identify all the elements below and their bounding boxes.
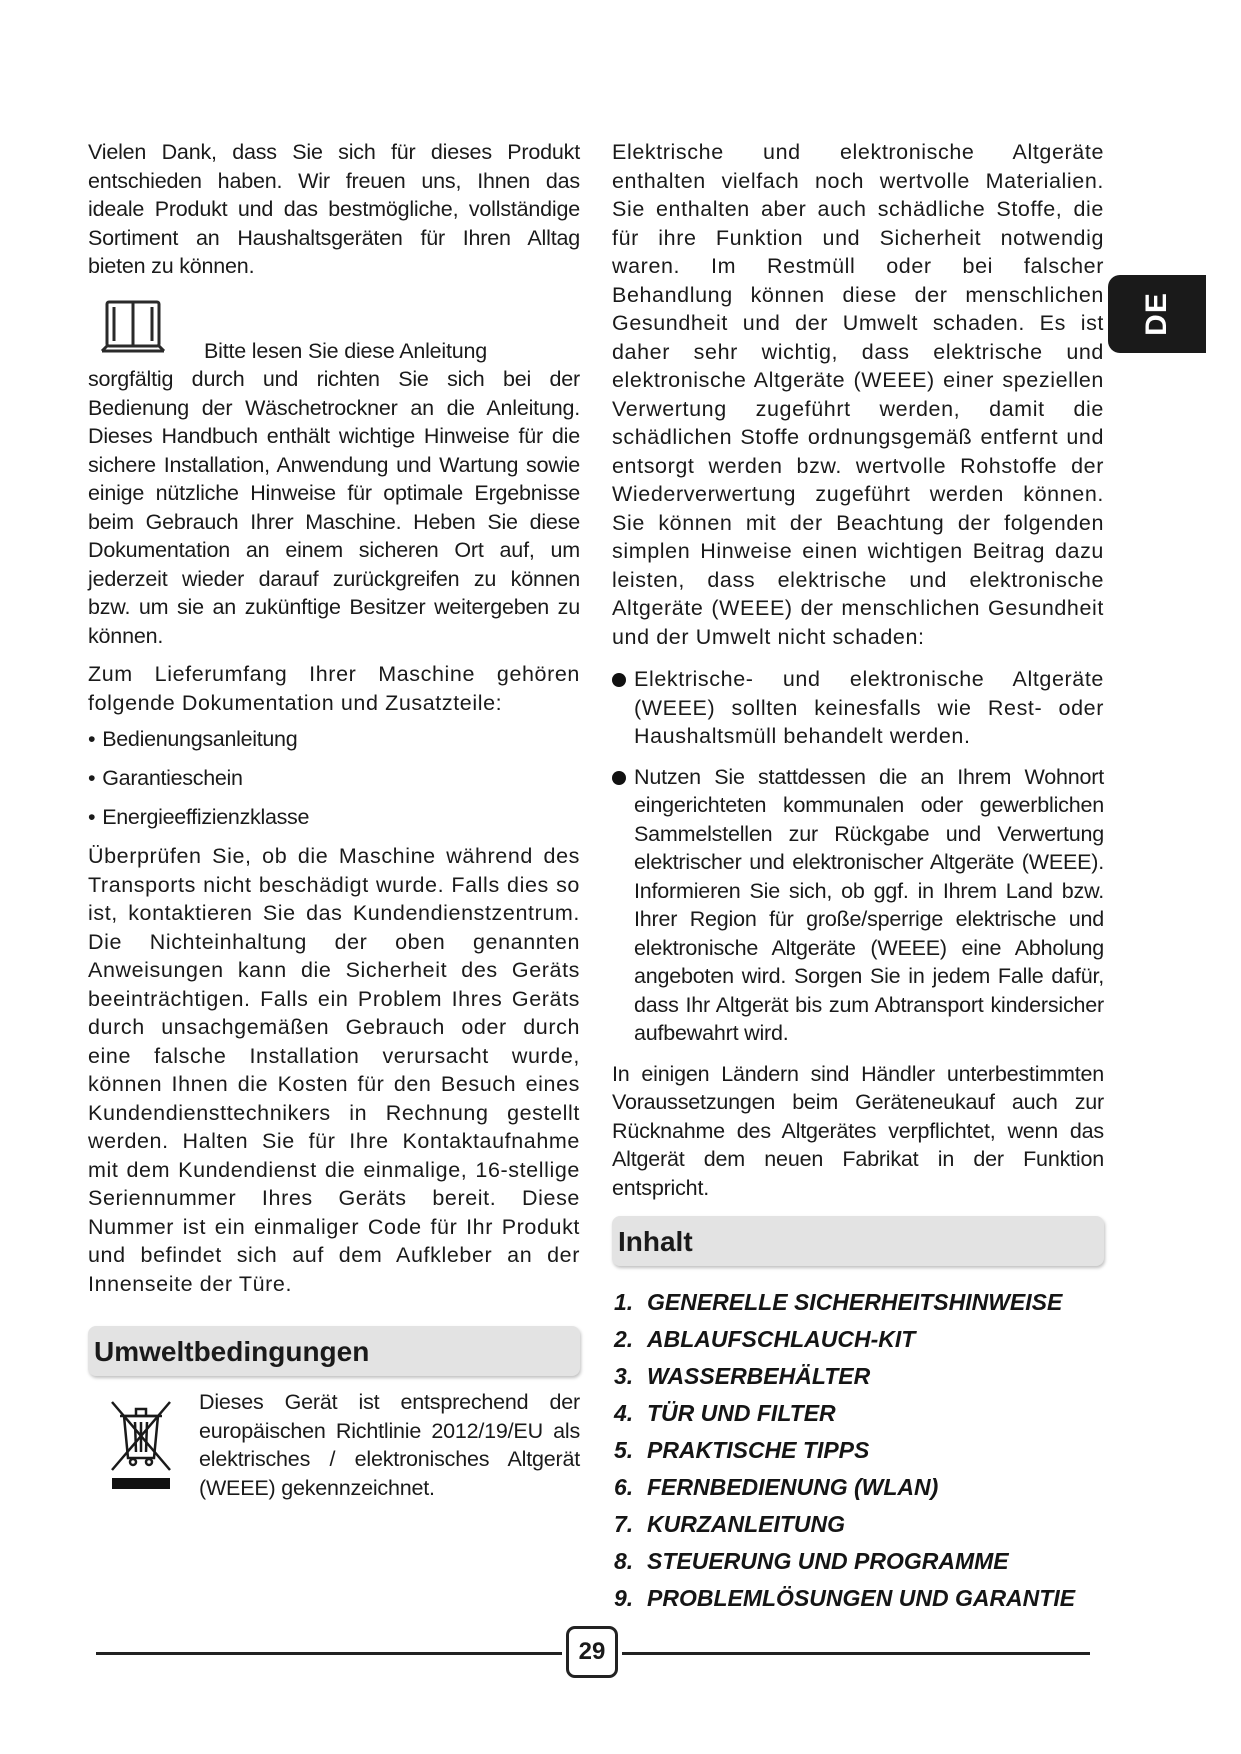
list-item: Nutzen Sie stattdessen die an Ihrem Wohnort eingerichteten kommunalen oder gewerblichen Sammelstellen zur Rückgabe und Verwertung elektrischer und elektronischer Altgeräte (WEEE). Informieren Sie sich, ob ggf. in Ihrem Land bzw. Ihrer Region für große/sperrige elektrische und elektronische Altgeräte (WEEE) eine Abholung angeboten wird. Sorgen Sie in jedem Falle dafür, dass Ihr Altgerät bis zum Abtransport kindersicher aufbewahrt wird.	[612, 763, 1104, 1048]
weee-intro-paragraph: Elektrische und elektronische Altgeräte enthalten vielfach noch wertvolle Materialien. Sie enthalten aber auch schädliche Stoffe, die für ihre Funktion und Sicherheit notwendig waren. Im Restmüll oder bei falscher Behandlung können diese der menschlichen Gesundheit und der Umwelt schaden. Es ist daher sehr wichtig, dass elektrische und elektronische Altgeräte (WEEE) einer speziellen Verwertung zugeführt werden, damit die schädlichen Stoffe ordnungsgemäß entfernt und entsorgt werden bzw. wertvolle Rohstoffe der Wiederverwertung zugeführt werden können. Sie können mit der Beachtung der folgenden simplen Hinweise einen wichtigen Beitrag dazu leisten, dass elektrische und elektronische Altgeräte (WEEE) der menschlichen Gesundheit und der Umwelt nicht schaden:	[612, 140, 1104, 649]
read-manual-text: sorgfältig durch und richten Sie sich bei der Bedienung der Wäschetrockner an die Anleitung. Dieses Handbuch enthält wichtige Hinweise für die sichere Installation, Anwendung und Wartung sowie einige nützliche Hinweise für optimale Ergebnisse beim Gebrauch Ihrer Maschine. Heben Sie diese Dokumentation an einem sicheren Ort auf, um jederzeit wieder darauf zurückgreifen zu können bzw. um sie an zukünftige Besitzer weitergeben zu können.	[88, 367, 580, 648]
page-number: 29	[566, 1626, 618, 1678]
intro-paragraph: Vielen Dank, dass Sie sich für dieses Produkt entschieden haben. Wir freuen uns, Ihnen das ideale Produkt und das bestmögliche, vollständige Sortiment an Haushaltsgeräten für Ihren Alltag bieten zu können.	[88, 140, 580, 278]
section-heading-contents: Inhalt	[612, 1216, 1104, 1266]
toc-item[interactable]: 9. PROBLEMLÖSUNGEN UND GARANTIE	[614, 1585, 1076, 1611]
footer-rule-left	[96, 1652, 562, 1655]
read-manual-first-line: Bitte lesen Sie diese Anleitung	[204, 338, 488, 363]
weee-directive-text: Dieses Gerät ist entsprechend der europäischen Richtlinie 2012/19/EU als elektrisches / elektronisches Altgerät (WEEE) gekennzeichnet.	[199, 1390, 580, 1500]
list-item: • Energieeffizienzklasse	[88, 803, 580, 831]
book-icon	[100, 299, 166, 355]
transport-check-paragraph: Überprüfen Sie, ob die Maschine während des Transports nicht beschädigt wurde. Falls dies so ist, kontaktieren Sie das Kundendienstzentrum. Die Nichteinhaltung der oben genannten Anweisungen kann die Sicherheit des Geräts beeinträchtigen. Falls ein Problem Ihres Geräts durch unsachgemäßen Gebrauch oder durch eine falsche Installation verursacht wurde, können Ihnen die Kosten für den Besuch eines Kundendiensttechnikers in Rechnung gestellt werden. Halten Sie für Ihre Kontaktaufnahme mit dem Kundendienst die einmalige, 16-stellige Seriennummer Ihres Geräts bereit. Diese Nummer ist ein einmaliger Code für Ihr Produkt und befindet sich auf dem Aufkleber an der Innenseite der Türe.	[88, 844, 580, 1296]
list-item: • Garantieschein	[88, 764, 580, 792]
toc-item[interactable]: 8. STEUERUNG UND PROGRAMME	[614, 1548, 1009, 1574]
table-of-contents	[614, 1288, 1104, 1612]
read-manual-block	[88, 297, 580, 651]
list-item: • Bedienungsanleitung	[88, 725, 580, 753]
weee-block	[88, 1388, 580, 1502]
toc-item[interactable]: 1. GENERELLE SICHERHEITSHINWEISE	[614, 1289, 1063, 1315]
footer-rule-right	[622, 1652, 1090, 1655]
toc-item[interactable]: 7. KURZANLEITUNG	[614, 1511, 846, 1537]
language-tab-label: DE	[1140, 292, 1173, 336]
right-column	[612, 138, 1104, 1621]
left-column	[88, 138, 580, 1502]
toc-item[interactable]: 3. WASSERBEHÄLTER	[614, 1363, 871, 1389]
weee-points-list	[612, 665, 1104, 1048]
list-item: Elektrische- und elektronische Altgeräte (WEEE) sollten keinesfalls wie Rest- oder Haushaltsmüll behandelt werden.	[612, 665, 1104, 751]
crossed-out-bin-icon	[108, 1394, 174, 1492]
toc-item[interactable]: 6. FERNBEDIENUNG (WLAN)	[614, 1474, 939, 1500]
toc-item[interactable]: 4. TÜR UND FILTER	[614, 1400, 836, 1426]
dealer-note-paragraph: In einigen Ländern sind Händler unterbestimmten Voraussetzungen beim Geräteneukauf auch zur Rücknahme des Altgerätes verpflichtet, wenn das Altgerät dem neuen Fabrikat in der Funktion entspricht.	[612, 1061, 1104, 1200]
language-tab	[1108, 275, 1206, 353]
toc-item[interactable]: 5. PRAKTISCHE TIPPS	[614, 1437, 870, 1463]
section-heading-environment: Umweltbedingungen	[88, 1326, 580, 1376]
scope-list	[88, 725, 580, 831]
toc-item[interactable]: 2. ABLAUFSCHLAUCH-KIT	[614, 1326, 916, 1352]
scope-intro: Zum Lieferumfang Ihrer Maschine gehören folgende Dokumentation und Zusatzteile:	[88, 662, 580, 715]
